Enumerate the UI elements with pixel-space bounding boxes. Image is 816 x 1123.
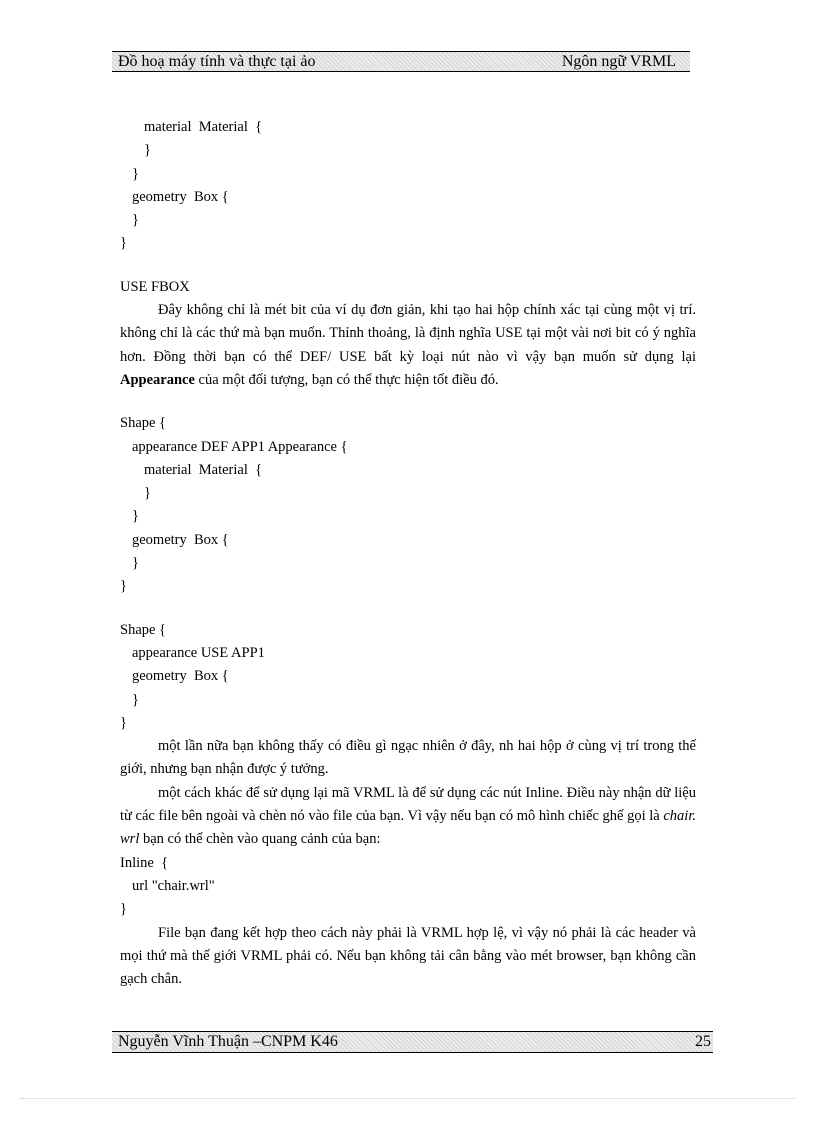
page-content bbox=[120, 116, 696, 991]
code-line: geometry Box { bbox=[132, 531, 229, 548]
paragraph-2: một lần nữa bạn không thấy có điều gì ngạc nhiên ở đây, nh hai hộp ở cùng vị trí trong thế giới, nhưng bạn nhận được ý tưởng. bbox=[120, 738, 696, 778]
paragraph-3: một cách khác để sử dụng lại mã VRML là để sử dụng các nút Inline. Điều này nhận dữ liệu từ các file bên ngoài và chèn nó vào file của bạn. Vì vậy nếu bạn có mô hình chiếc ghế gọi là chair. wrl bạn có thể chèn vào quang cảnh của bạn: bbox=[120, 784, 696, 848]
header-title: Đồ hoạ máy tính và thực tại ảo bbox=[118, 53, 316, 70]
code-line: Shape { bbox=[120, 621, 167, 638]
code-block-4 bbox=[120, 852, 696, 922]
page-footer bbox=[112, 1031, 713, 1053]
italic-filename: chair. wrl bbox=[120, 808, 696, 848]
code-line: Inline { bbox=[120, 854, 169, 871]
code-line: material Material { bbox=[144, 119, 263, 135]
code-line: appearance USE APP1 bbox=[132, 644, 265, 661]
code-block-3 bbox=[120, 619, 696, 735]
code-line: } bbox=[120, 901, 127, 918]
code-line: Shape { bbox=[120, 415, 167, 432]
code-line: } bbox=[144, 485, 151, 502]
code-line: } bbox=[144, 142, 151, 159]
paragraph-4: File bạn đang kết hợp theo cách này phải là VRML hợp lệ, vì vậy nó phải là các header và mọi thứ mà thế giới VRML phải có. Nếu bạn không tải cân bằng vào mét browser, bạn không cần gạch chân. bbox=[120, 924, 696, 988]
code-line: } bbox=[132, 165, 139, 182]
code-line: appearance DEF APP1 Appearance { bbox=[132, 438, 348, 455]
footer-author: Nguyễn Vĩnh Thuận –CNPM K46 bbox=[118, 1033, 338, 1050]
code-line: material Material { bbox=[144, 461, 263, 478]
code-block-2 bbox=[120, 412, 696, 598]
code-block-1 bbox=[120, 116, 696, 256]
code-line: } bbox=[120, 578, 127, 595]
use-line: USE FBOX bbox=[120, 278, 190, 295]
code-line: geometry Box { bbox=[132, 668, 229, 685]
page-number: 25 bbox=[695, 1033, 711, 1050]
code-line: } bbox=[132, 508, 139, 525]
page-header bbox=[112, 51, 690, 72]
code-line: } bbox=[120, 235, 127, 252]
code-line: geometry Box { bbox=[132, 188, 229, 205]
code-line: } bbox=[132, 555, 139, 572]
paragraph-1: Đây không chỉ là mét bit của ví dụ đơn giản, khi tạo hai hộp chính xác tại cùng một vị trí. không chỉ là các thứ mà bạn muốn. Thỉnh thoảng, là định nghĩa USE tại một vài nơi bit có ý nghĩa hơn. Đồng thời bạn có thể DEF/ USE bất kỳ loại nút nào vì vậy bạn muốn sử dụng lại Appearance của một đối tượng, bạn có thể thực hiện tốt điều đó. bbox=[120, 302, 696, 388]
code-line: } bbox=[120, 714, 127, 731]
code-line: } bbox=[132, 691, 139, 708]
code-line: url "chair.wrl" bbox=[132, 877, 215, 894]
code-line: } bbox=[132, 212, 139, 229]
header-chapter: Ngôn ngữ VRML bbox=[561, 53, 676, 70]
bold-term: Appearance bbox=[120, 371, 195, 388]
page-edge-divider bbox=[20, 1098, 796, 1099]
